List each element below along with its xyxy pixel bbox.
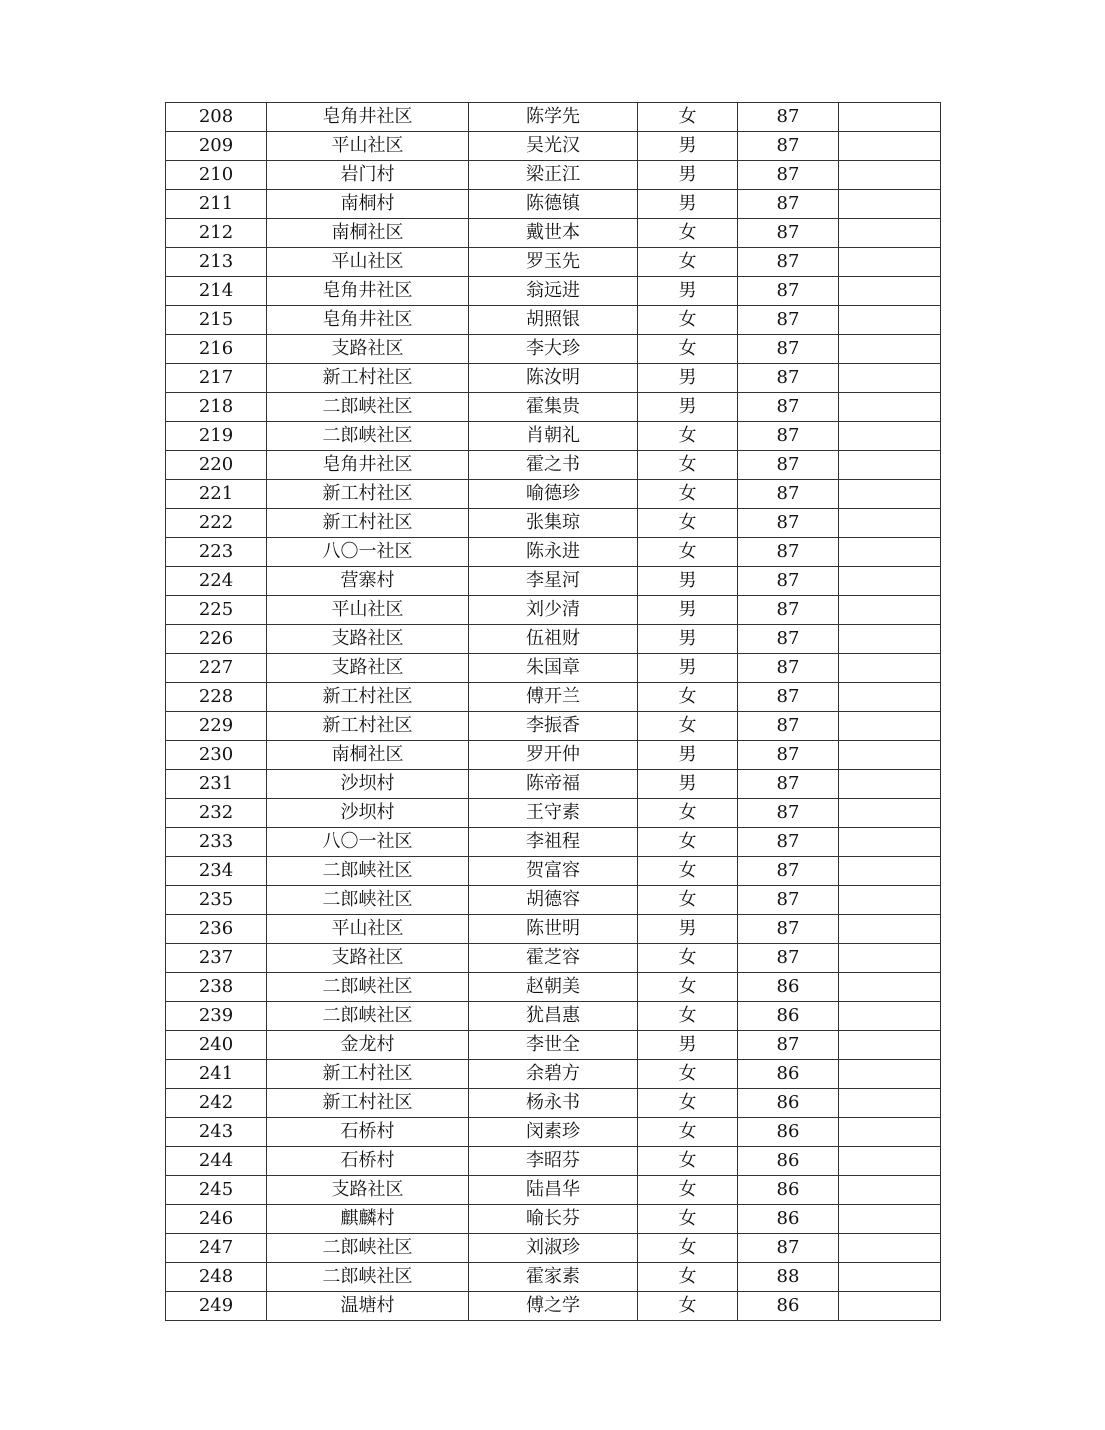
cell-note xyxy=(839,1205,941,1234)
cell-community: 新工村社区 xyxy=(267,364,469,393)
cell-age: 87 xyxy=(738,277,839,306)
cell-age: 86 xyxy=(738,1002,839,1031)
cell-age: 87 xyxy=(738,741,839,770)
cell-community: 新工村社区 xyxy=(267,1060,469,1089)
cell-number: 240 xyxy=(166,1031,267,1060)
cell-community: 石桥村 xyxy=(267,1147,469,1176)
cell-age: 87 xyxy=(738,161,839,190)
cell-community: 平山社区 xyxy=(267,915,469,944)
cell-age: 87 xyxy=(738,451,839,480)
cell-name: 李世全 xyxy=(469,1031,638,1060)
table-row xyxy=(166,712,941,741)
cell-community: 新工村社区 xyxy=(267,712,469,741)
cell-note xyxy=(839,1002,941,1031)
cell-age: 88 xyxy=(738,1263,839,1292)
cell-name: 贺富容 xyxy=(469,857,638,886)
cell-age: 87 xyxy=(738,596,839,625)
cell-name: 梁正江 xyxy=(469,161,638,190)
cell-community: 平山社区 xyxy=(267,132,469,161)
cell-age: 87 xyxy=(738,828,839,857)
cell-gender: 女 xyxy=(638,1176,738,1205)
cell-name: 赵朝美 xyxy=(469,973,638,1002)
table-row xyxy=(166,335,941,364)
cell-community: 南桐社区 xyxy=(267,741,469,770)
cell-gender: 女 xyxy=(638,219,738,248)
cell-gender: 男 xyxy=(638,654,738,683)
table-row xyxy=(166,1060,941,1089)
cell-gender: 男 xyxy=(638,915,738,944)
cell-name: 喻长芬 xyxy=(469,1205,638,1234)
cell-age: 87 xyxy=(738,103,839,132)
cell-age: 87 xyxy=(738,190,839,219)
cell-age: 87 xyxy=(738,132,839,161)
cell-name: 陈永进 xyxy=(469,538,638,567)
cell-name: 朱国章 xyxy=(469,654,638,683)
cell-name: 霍家素 xyxy=(469,1263,638,1292)
cell-community: 支路社区 xyxy=(267,1176,469,1205)
cell-note xyxy=(839,683,941,712)
cell-community: 沙坝村 xyxy=(267,770,469,799)
table-row xyxy=(166,103,941,132)
cell-note xyxy=(839,828,941,857)
cell-community: 支路社区 xyxy=(267,335,469,364)
table-row xyxy=(166,1147,941,1176)
cell-note xyxy=(839,944,941,973)
cell-number: 216 xyxy=(166,335,267,364)
cell-community: 营寨村 xyxy=(267,567,469,596)
cell-number: 236 xyxy=(166,915,267,944)
cell-age: 87 xyxy=(738,335,839,364)
cell-gender: 女 xyxy=(638,1263,738,1292)
table-row xyxy=(166,190,941,219)
cell-number: 211 xyxy=(166,190,267,219)
cell-community: 沙坝村 xyxy=(267,799,469,828)
cell-note xyxy=(839,1292,941,1321)
cell-gender: 男 xyxy=(638,190,738,219)
cell-note xyxy=(839,364,941,393)
cell-number: 225 xyxy=(166,596,267,625)
cell-note xyxy=(839,973,941,1002)
table-row xyxy=(166,1176,941,1205)
cell-number: 208 xyxy=(166,103,267,132)
cell-age: 87 xyxy=(738,1234,839,1263)
table-row xyxy=(166,1205,941,1234)
cell-age: 87 xyxy=(738,509,839,538)
cell-name: 李昭芬 xyxy=(469,1147,638,1176)
cell-note xyxy=(839,886,941,915)
table-row xyxy=(166,1234,941,1263)
cell-number: 247 xyxy=(166,1234,267,1263)
cell-number: 244 xyxy=(166,1147,267,1176)
cell-gender: 女 xyxy=(638,248,738,277)
table-row xyxy=(166,364,941,393)
cell-community: 皂角井社区 xyxy=(267,306,469,335)
table-row xyxy=(166,596,941,625)
cell-community: 二郎峡社区 xyxy=(267,1002,469,1031)
cell-note xyxy=(839,596,941,625)
cell-note xyxy=(839,654,941,683)
table-row xyxy=(166,625,941,654)
cell-gender: 女 xyxy=(638,712,738,741)
cell-community: 麒麟村 xyxy=(267,1205,469,1234)
table-row xyxy=(166,538,941,567)
cell-note xyxy=(839,335,941,364)
cell-gender: 女 xyxy=(638,1234,738,1263)
cell-gender: 男 xyxy=(638,770,738,799)
cell-community: 支路社区 xyxy=(267,654,469,683)
table-row xyxy=(166,306,941,335)
cell-age: 87 xyxy=(738,799,839,828)
table-row xyxy=(166,1002,941,1031)
cell-age: 87 xyxy=(738,567,839,596)
cell-note xyxy=(839,799,941,828)
cell-note xyxy=(839,277,941,306)
table-row xyxy=(166,799,941,828)
cell-gender: 女 xyxy=(638,335,738,364)
cell-number: 222 xyxy=(166,509,267,538)
cell-gender: 男 xyxy=(638,132,738,161)
cell-age: 86 xyxy=(738,1205,839,1234)
table-row xyxy=(166,1089,941,1118)
table-row xyxy=(166,248,941,277)
cell-number: 237 xyxy=(166,944,267,973)
cell-note xyxy=(839,103,941,132)
cell-community: 金龙村 xyxy=(267,1031,469,1060)
table-row xyxy=(166,1118,941,1147)
cell-community: 二郎峡社区 xyxy=(267,973,469,1002)
cell-gender: 女 xyxy=(638,1147,738,1176)
cell-note xyxy=(839,1089,941,1118)
cell-community: 皂角井社区 xyxy=(267,277,469,306)
cell-community: 皂角井社区 xyxy=(267,103,469,132)
cell-name: 罗开仲 xyxy=(469,741,638,770)
cell-number: 233 xyxy=(166,828,267,857)
cell-gender: 女 xyxy=(638,1205,738,1234)
cell-number: 238 xyxy=(166,973,267,1002)
cell-number: 227 xyxy=(166,654,267,683)
cell-name: 陈汝明 xyxy=(469,364,638,393)
cell-name: 傅开兰 xyxy=(469,683,638,712)
cell-age: 87 xyxy=(738,712,839,741)
cell-community: 岩门村 xyxy=(267,161,469,190)
cell-age: 86 xyxy=(738,1118,839,1147)
cell-note xyxy=(839,422,941,451)
cell-community: 八〇一社区 xyxy=(267,538,469,567)
cell-note xyxy=(839,393,941,422)
cell-number: 213 xyxy=(166,248,267,277)
cell-number: 231 xyxy=(166,770,267,799)
cell-age: 87 xyxy=(738,915,839,944)
cell-number: 214 xyxy=(166,277,267,306)
cell-number: 226 xyxy=(166,625,267,654)
cell-number: 229 xyxy=(166,712,267,741)
cell-gender: 女 xyxy=(638,480,738,509)
cell-community: 新工村社区 xyxy=(267,509,469,538)
cell-age: 86 xyxy=(738,1292,839,1321)
cell-community: 平山社区 xyxy=(267,248,469,277)
cell-gender: 男 xyxy=(638,567,738,596)
cell-age: 86 xyxy=(738,1089,839,1118)
cell-name: 陆昌华 xyxy=(469,1176,638,1205)
cell-number: 239 xyxy=(166,1002,267,1031)
cell-name: 霍之书 xyxy=(469,451,638,480)
cell-number: 224 xyxy=(166,567,267,596)
cell-age: 87 xyxy=(738,248,839,277)
cell-age: 87 xyxy=(738,306,839,335)
cell-note xyxy=(839,219,941,248)
cell-community: 南桐社区 xyxy=(267,219,469,248)
cell-age: 87 xyxy=(738,393,839,422)
cell-number: 209 xyxy=(166,132,267,161)
cell-community: 温塘村 xyxy=(267,1292,469,1321)
table-row xyxy=(166,1263,941,1292)
cell-age: 86 xyxy=(738,1147,839,1176)
table-row xyxy=(166,1292,941,1321)
cell-age: 87 xyxy=(738,886,839,915)
cell-community: 二郎峡社区 xyxy=(267,857,469,886)
cell-number: 234 xyxy=(166,857,267,886)
cell-note xyxy=(839,480,941,509)
cell-community: 新工村社区 xyxy=(267,1089,469,1118)
cell-age: 87 xyxy=(738,654,839,683)
cell-number: 212 xyxy=(166,219,267,248)
cell-gender: 女 xyxy=(638,1060,738,1089)
table-row xyxy=(166,770,941,799)
table-row xyxy=(166,683,941,712)
cell-note xyxy=(839,1176,941,1205)
cell-number: 219 xyxy=(166,422,267,451)
cell-name: 犹昌惠 xyxy=(469,1002,638,1031)
table-row xyxy=(166,828,941,857)
cell-community: 石桥村 xyxy=(267,1118,469,1147)
cell-community: 新工村社区 xyxy=(267,683,469,712)
cell-name: 傅之学 xyxy=(469,1292,638,1321)
cell-gender: 女 xyxy=(638,1089,738,1118)
cell-gender: 男 xyxy=(638,741,738,770)
table-row xyxy=(166,886,941,915)
cell-community: 二郎峡社区 xyxy=(267,422,469,451)
cell-community: 二郎峡社区 xyxy=(267,1263,469,1292)
table-row xyxy=(166,132,941,161)
cell-number: 246 xyxy=(166,1205,267,1234)
cell-number: 228 xyxy=(166,683,267,712)
table-row xyxy=(166,857,941,886)
table-row xyxy=(166,277,941,306)
cell-community: 支路社区 xyxy=(267,944,469,973)
cell-name: 陈世明 xyxy=(469,915,638,944)
table-row xyxy=(166,422,941,451)
cell-community: 八〇一社区 xyxy=(267,828,469,857)
roster-table-body xyxy=(166,103,941,1321)
cell-age: 87 xyxy=(738,219,839,248)
cell-note xyxy=(839,161,941,190)
cell-gender: 女 xyxy=(638,857,738,886)
cell-gender: 女 xyxy=(638,1292,738,1321)
cell-number: 235 xyxy=(166,886,267,915)
table-row xyxy=(166,219,941,248)
cell-gender: 男 xyxy=(638,625,738,654)
cell-number: 220 xyxy=(166,451,267,480)
table-row xyxy=(166,161,941,190)
cell-age: 87 xyxy=(738,364,839,393)
cell-community: 二郎峡社区 xyxy=(267,393,469,422)
cell-gender: 女 xyxy=(638,538,738,567)
cell-age: 87 xyxy=(738,857,839,886)
cell-name: 刘少清 xyxy=(469,596,638,625)
cell-gender: 女 xyxy=(638,799,738,828)
table-row xyxy=(166,509,941,538)
cell-note xyxy=(839,1118,941,1147)
cell-gender: 男 xyxy=(638,1031,738,1060)
cell-name: 肖朝礼 xyxy=(469,422,638,451)
cell-gender: 女 xyxy=(638,1118,738,1147)
cell-gender: 男 xyxy=(638,393,738,422)
cell-note xyxy=(839,712,941,741)
cell-name: 陈学先 xyxy=(469,103,638,132)
cell-gender: 女 xyxy=(638,509,738,538)
cell-name: 罗玉先 xyxy=(469,248,638,277)
cell-number: 241 xyxy=(166,1060,267,1089)
cell-number: 230 xyxy=(166,741,267,770)
table-row xyxy=(166,393,941,422)
cell-number: 223 xyxy=(166,538,267,567)
cell-age: 87 xyxy=(738,480,839,509)
cell-gender: 男 xyxy=(638,277,738,306)
cell-note xyxy=(839,538,941,567)
cell-gender: 女 xyxy=(638,828,738,857)
cell-number: 218 xyxy=(166,393,267,422)
cell-name: 翁远进 xyxy=(469,277,638,306)
cell-name: 吴光汉 xyxy=(469,132,638,161)
cell-community: 二郎峡社区 xyxy=(267,1234,469,1263)
cell-community: 支路社区 xyxy=(267,625,469,654)
cell-community: 平山社区 xyxy=(267,596,469,625)
cell-number: 242 xyxy=(166,1089,267,1118)
cell-gender: 女 xyxy=(638,103,738,132)
cell-name: 刘淑珍 xyxy=(469,1234,638,1263)
cell-community: 皂角井社区 xyxy=(267,451,469,480)
cell-note xyxy=(839,1031,941,1060)
cell-community: 新工村社区 xyxy=(267,480,469,509)
cell-note xyxy=(839,1147,941,1176)
cell-note xyxy=(839,451,941,480)
cell-number: 249 xyxy=(166,1292,267,1321)
cell-age: 87 xyxy=(738,1031,839,1060)
cell-number: 245 xyxy=(166,1176,267,1205)
cell-note xyxy=(839,1234,941,1263)
cell-name: 霍集贵 xyxy=(469,393,638,422)
cell-age: 87 xyxy=(738,944,839,973)
cell-name: 杨永书 xyxy=(469,1089,638,1118)
table-row xyxy=(166,654,941,683)
cell-name: 张集琼 xyxy=(469,509,638,538)
table-row xyxy=(166,741,941,770)
cell-number: 217 xyxy=(166,364,267,393)
cell-number: 243 xyxy=(166,1118,267,1147)
cell-gender: 男 xyxy=(638,161,738,190)
table-row xyxy=(166,480,941,509)
table-row xyxy=(166,451,941,480)
cell-number: 210 xyxy=(166,161,267,190)
cell-gender: 男 xyxy=(638,596,738,625)
cell-gender: 女 xyxy=(638,1002,738,1031)
cell-name: 胡德容 xyxy=(469,886,638,915)
cell-gender: 女 xyxy=(638,944,738,973)
cell-note xyxy=(839,857,941,886)
cell-note xyxy=(839,625,941,654)
cell-name: 陈德镇 xyxy=(469,190,638,219)
cell-note xyxy=(839,509,941,538)
cell-age: 87 xyxy=(738,683,839,712)
cell-number: 221 xyxy=(166,480,267,509)
cell-name: 李大珍 xyxy=(469,335,638,364)
cell-note xyxy=(839,741,941,770)
table-row xyxy=(166,944,941,973)
roster-table xyxy=(165,102,941,1321)
cell-note xyxy=(839,770,941,799)
cell-number: 248 xyxy=(166,1263,267,1292)
table-row xyxy=(166,973,941,1002)
cell-note xyxy=(839,567,941,596)
cell-name: 李振香 xyxy=(469,712,638,741)
cell-community: 二郎峡社区 xyxy=(267,886,469,915)
cell-gender: 女 xyxy=(638,683,738,712)
cell-name: 喻德珍 xyxy=(469,480,638,509)
cell-name: 李星河 xyxy=(469,567,638,596)
cell-note xyxy=(839,248,941,277)
cell-name: 余碧方 xyxy=(469,1060,638,1089)
cell-note xyxy=(839,306,941,335)
cell-name: 李祖程 xyxy=(469,828,638,857)
cell-number: 232 xyxy=(166,799,267,828)
cell-age: 87 xyxy=(738,625,839,654)
cell-age: 86 xyxy=(738,1176,839,1205)
cell-name: 霍芝容 xyxy=(469,944,638,973)
cell-name: 胡照银 xyxy=(469,306,638,335)
cell-gender: 男 xyxy=(638,364,738,393)
cell-age: 87 xyxy=(738,422,839,451)
cell-age: 86 xyxy=(738,1060,839,1089)
cell-note xyxy=(839,190,941,219)
cell-note xyxy=(839,132,941,161)
cell-name: 伍祖财 xyxy=(469,625,638,654)
cell-community: 南桐村 xyxy=(267,190,469,219)
cell-gender: 女 xyxy=(638,422,738,451)
table-row xyxy=(166,567,941,596)
cell-gender: 女 xyxy=(638,973,738,1002)
cell-number: 215 xyxy=(166,306,267,335)
cell-age: 87 xyxy=(738,538,839,567)
table-row xyxy=(166,915,941,944)
cell-note xyxy=(839,1263,941,1292)
cell-note xyxy=(839,1060,941,1089)
cell-name: 陈帝福 xyxy=(469,770,638,799)
cell-gender: 女 xyxy=(638,886,738,915)
cell-age: 86 xyxy=(738,973,839,1002)
cell-name: 闵素珍 xyxy=(469,1118,638,1147)
cell-gender: 女 xyxy=(638,451,738,480)
cell-name: 戴世本 xyxy=(469,219,638,248)
cell-name: 王守素 xyxy=(469,799,638,828)
cell-note xyxy=(839,915,941,944)
table-row xyxy=(166,1031,941,1060)
cell-age: 87 xyxy=(738,770,839,799)
cell-gender: 女 xyxy=(638,306,738,335)
